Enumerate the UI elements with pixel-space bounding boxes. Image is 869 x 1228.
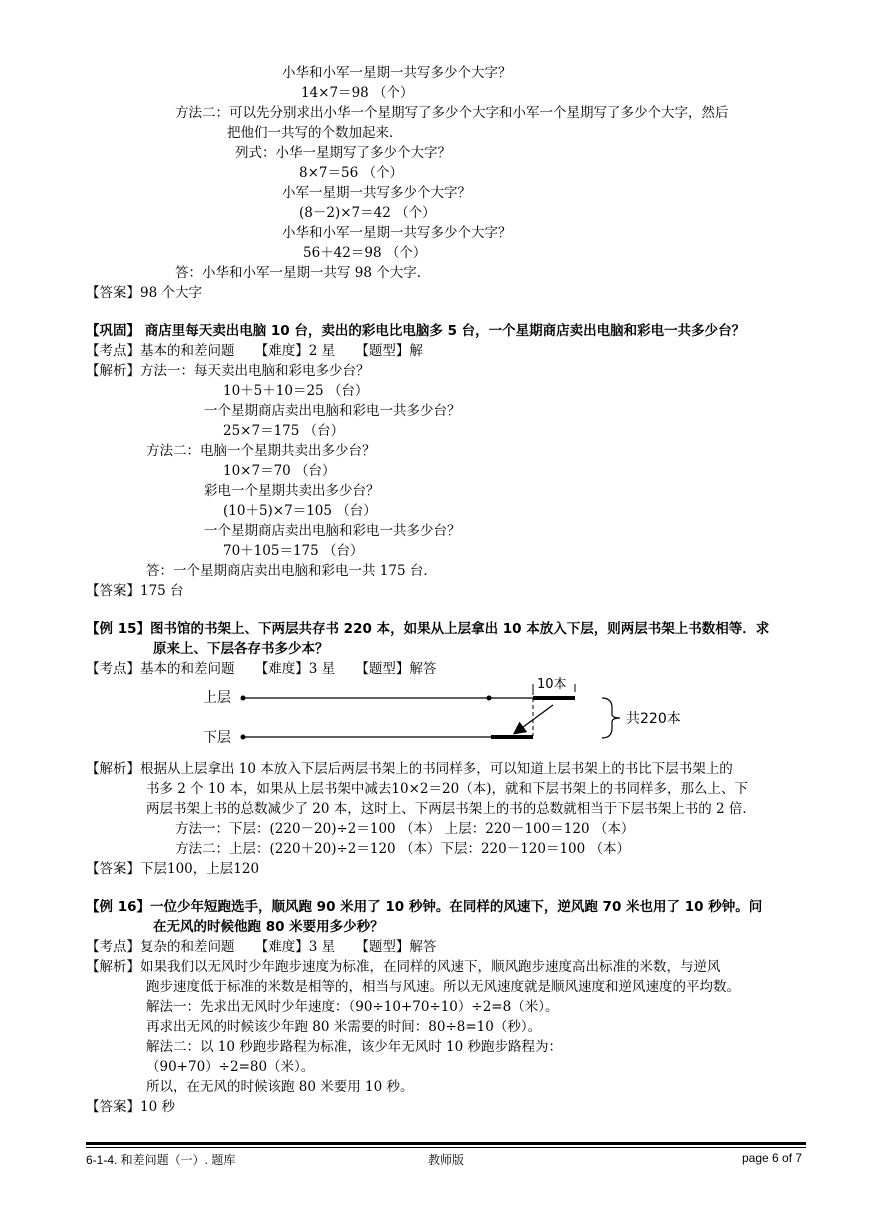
problem-title-cont: 在无风的时候他跑 80 米要用多少秒？ [153, 919, 384, 935]
text-line: 彩电一个星期共卖出多少台？ [204, 483, 380, 499]
text-line: 解法一：先求出无风时少年速度：（90÷10+70÷10）÷2=8（米）。 [146, 999, 559, 1015]
text-line: 【解析】方法一：每天卖出电脑和彩电多少台？ [86, 363, 370, 379]
text-line: 小军一星期一共写多少个大字？ [282, 185, 471, 201]
upper-label: 上层 [203, 690, 231, 706]
text-line: 再求出无风的时候该少年跑 80 米需要的时间：80÷8=10（秒）。 [146, 1019, 542, 1035]
text-line: 【解析】如果我们以无风时少年跑步速度为标准，在同样的风速下，顺风跑步速度高出标准的米数，与逆风 [86, 959, 721, 975]
move-arrow [515, 705, 553, 733]
equation: 56＋42＝98 （个） [303, 245, 427, 261]
problem-title-cont: 原来上、下层各存书多少本？ [153, 641, 329, 657]
bookshelf-diagram [0, 670, 869, 750]
text-line: 列式：小华一星期写了多少个大字？ [235, 145, 451, 161]
footer-center: 教师版 [428, 1153, 465, 1167]
answer-line: 【答案】175 台 [86, 583, 184, 599]
answer-tag: 【答案】 [86, 285, 140, 301]
equation: 25×7＝175 （台） [223, 423, 345, 439]
text-line: 方法二：可以先分别求出小华一个星期写了多少个大字和小军一个星期写了多少个大字，然后 [175, 105, 729, 121]
text-line: 把他们一共写的个数加起来． [227, 125, 403, 141]
problem-title: 【例 16】一位少年短跑选手，顺风跑 90 米用了 10 秒钟。在同样的风速下，逆风跑 70 米也用了 10 秒钟。问 [86, 899, 763, 915]
problem-title: 【巩固】 商店里每天卖出电脑 10 台，卖出的彩电比电脑多 5 台，一个星期商店卖出电脑和彩电一共多少台？ [86, 323, 746, 339]
problem-title: 【例 15】图书馆的书架上、下两层共存书 220 本，如果从上层拿出 10 本放入下层，则两层书架上书数相等．求 [86, 621, 770, 637]
footer-rule-thick [86, 1142, 806, 1145]
equation: (10＋5)×7＝105 （台） [223, 503, 377, 519]
equation: 10＋5＋10＝25 （台） [223, 383, 369, 399]
ten-label: 10本 [537, 677, 567, 692]
text-line: 书多 2 个 10 本，如果从上层书架中减去10×2＝20（本)，就和下层书架上的书同样多，那么上、下 [146, 781, 748, 797]
equation: 方法二：上层：(220＋20)÷2＝120 （本）下层：220－120＝100 （本） [175, 841, 631, 857]
text-line: 跑步速度低于标准的米数是相等的，相当与风速。所以无风速度就是顺风速度和逆风速度的平均数。 [146, 979, 740, 995]
right-brace [602, 698, 620, 738]
answer-line: 【答案】下层100，上层120 [86, 861, 260, 877]
problem-meta: 【考点】基本的和差问题 【难度】2 星 【题型】解 [86, 343, 423, 359]
footer-right: page 6 of 7 [742, 1151, 803, 1165]
lower-label: 下层 [203, 730, 231, 746]
equation: 14×7＝98 （个） [301, 85, 414, 101]
point [487, 696, 492, 701]
answer-line: 【答案】10 秒 [86, 1099, 175, 1115]
equation: 方法一：下层：(220－20)÷2＝100 （本） 上层：220－100＝120 （本） [175, 821, 635, 837]
answer-sentence: 答：一个星期商店卖出电脑和彩电一共 175 台． [146, 563, 437, 579]
text-line: 两层书架上书的总数减少了 20 本，这时上、下两层书架上的书的总数就相当于下层书架上书的 2 倍． [146, 801, 756, 817]
text-line: 小华和小军一星期一共写多少个大字？ [282, 65, 512, 81]
answer-sentence: 答：小华和小军一星期一共写 98 个大字． [175, 265, 431, 281]
text-line: 所以，在无风的时候该跑 80 米要用 10 秒。 [146, 1079, 414, 1095]
text-line: 一个星期商店卖出电脑和彩电一共多少台？ [204, 403, 461, 419]
text-line: 【解析】根据从上层拿出 10 本放入下层后两层书架上的书同样多，可以知道上层书架上的书比下层书架上的 [86, 761, 733, 777]
problem-meta: 【考点】基本的和差问题 【难度】3 星 【题型】解答 [86, 661, 437, 677]
equation: 70＋105＝175 （台） [223, 543, 364, 559]
footer-rule-thin [86, 1147, 806, 1148]
text-line: 解法二：以 10 秒跑步路程为标准，该少年无风时 10 秒跑步路程为： [146, 1039, 563, 1055]
answer-line [86, 284, 202, 302]
text-line: 小华和小军一星期一共写多少个大字？ [282, 225, 512, 241]
point [241, 735, 246, 740]
point [241, 696, 246, 701]
text-line: （90+70）÷2=80（米）。 [146, 1059, 315, 1075]
text-line: 一个星期商店卖出电脑和彩电一共多少台？ [204, 523, 461, 539]
total-label: 共220本 [626, 711, 681, 727]
footer-left: 6-1-4. 和差问题（一）. 题库 [86, 1153, 236, 1167]
problem-meta: 【考点】复杂的和差问题 【难度】3 星 【题型】解答 [86, 939, 437, 955]
equation: (8－2)×7＝42 （个） [299, 205, 436, 221]
text-line: 方法二：电脑一个星期共卖出多少台？ [146, 443, 376, 459]
equation: 8×7＝56 （个） [299, 165, 403, 181]
equation: 10×7＝70 （台） [223, 463, 336, 479]
answer-value: 98 个大字 [140, 285, 202, 301]
